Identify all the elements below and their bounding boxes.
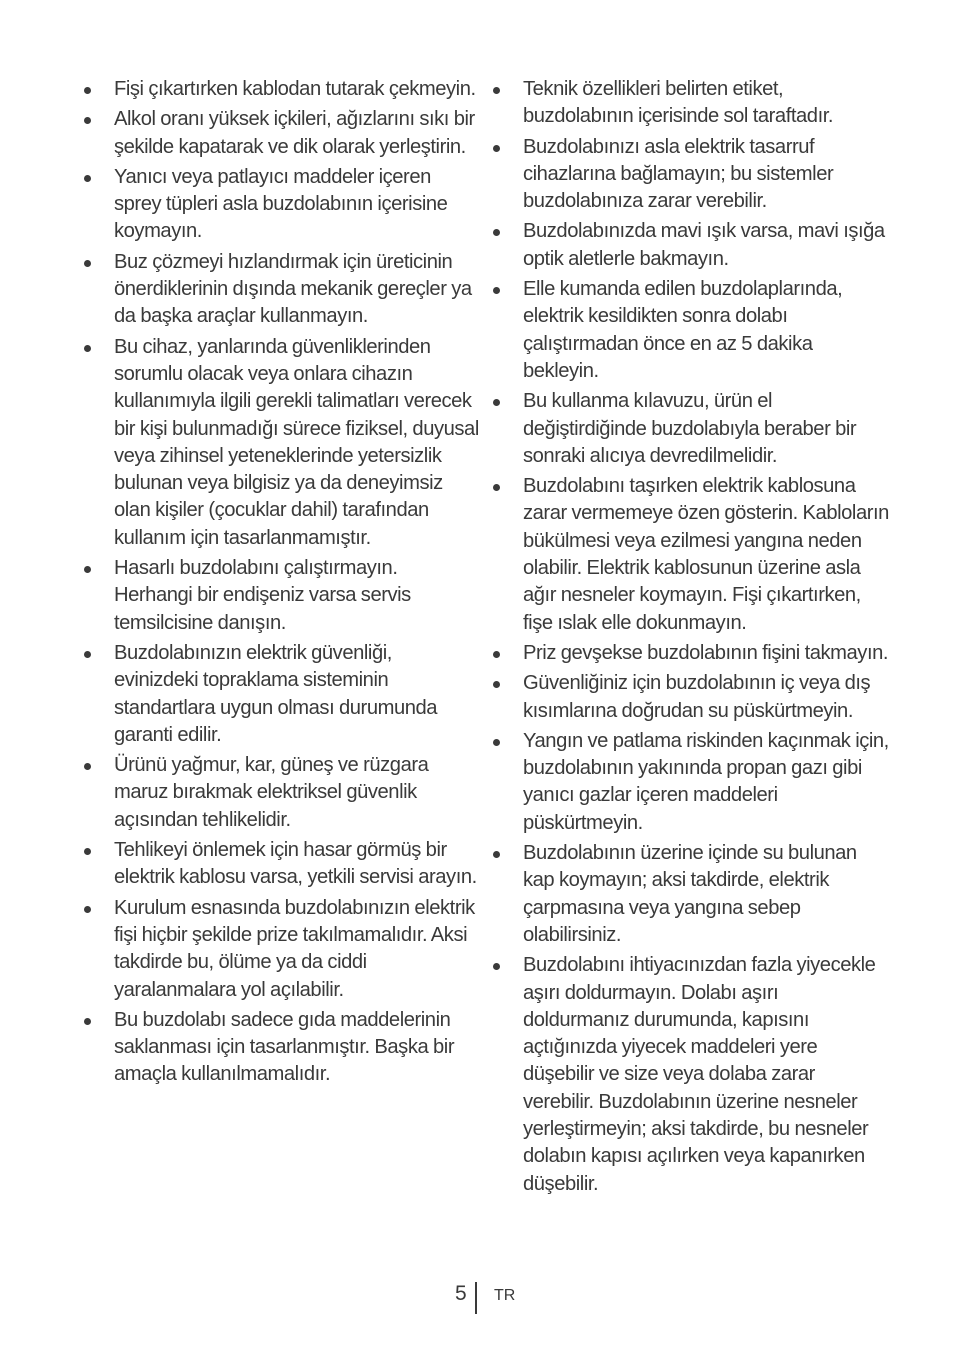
list-item: Kurulum esnasında buzdolabınızın elektrik fişi hiçbir şekilde prize takılmamalıdır. Aksi takdirde bu, ölüme ya da ciddi yaralanmalara yol açılabilir. [80,895,480,1004]
list-item: Buzdolabını ihtiyacınızdan fazla yiyecekle aşırı doldurmayın. Dolabı aşırı doldurmanız durumunda, kapısını açtığınızda yiyecek maddeleri yere düşebilir ve size veya dolaba zarar verebilir. Buzdolabının üzerine nesneler yerleştirmeyin; aksi takdirde, bu nesneler dolabın kapısı açılırken veya kapanırken düşebilir. [489,952,889,1198]
list-item: Buzdolabınızı asla elektrik tasarruf cihazlarına bağlamayın; bu sistemler buzdolabınıza zarar verebilir. [489,134,889,216]
list-item: Yangın ve patlama riskinden kaçınmak için, buzdolabının yakınında propan gazı gibi yanıcı gazlar içeren maddeleri püskürtmeyin. [489,728,889,837]
left-column [80,76,480,1092]
list-item: Bu kullanma kılavuzu, ürün el değiştirdiğinde buzdolabıyla beraber bir sonraki alıcıya devredilmelidir. [489,388,889,470]
list-item: Yanıcı veya patlayıcı maddeler içeren sprey tüpleri asla buzdolabının içerisine koymayın. [80,164,480,246]
language-code: TR [494,1287,516,1304]
list-item: Buzdolabını taşırken elektrik kablosuna zarar vermemeye özen gösterin. Kabloların bükülmesi veya ezilmesi yangına neden olabilir. Elektrik kablosunun üzerine asla ağır nesneler koymayın. Fişi çıkartırken, fişe ıslak elle dokunmayın. [489,473,889,637]
list-item: Tehlikeyi önlemek için hasar görmüş bir elektrik kablosu varsa, yetkili servisi arayın. [80,837,480,892]
list-item: Priz gevşekse buzdolabının fişini takmayın. [489,640,889,667]
list-item: Alkol oranı yüksek içkileri, ağızlarını sıkı bir şekilde kapatarak ve dik olarak yerleştirin. [80,106,480,161]
list-item: Bu buzdolabı sadece gıda maddelerinin saklanması için tasarlanmıştır. Başka bir amaçla kullanılmamalıdır. [80,1007,480,1089]
list-item: Teknik özellikleri belirten etiket, buzdolabının içerisinde sol taraftadır. [489,76,889,131]
list-item: Bu cihaz, yanlarında güvenliklerinden sorumlu olacak veya onlara cihazın kullanımıyla ilgili gerekli talimatları verecek bir kişi bulunmadığı sürece fiziksel, duyusal veya zihinsel yeteneklerinde yetersizlik bulunan veya bilgisiz ya da deneyimsiz olan kişiler (çocuklar dahil) tarafından kullanım için tasarlanmamıştır. [80,334,480,552]
list-item: Buzdolabınızın elektrik güvenliği, evinizdeki topraklama sisteminin standartlara uygun olması durumunda garanti edilir. [80,640,480,749]
list-item: Fişi çıkartırken kablodan tutarak çekmeyin. [80,76,480,103]
list-item: Buzdolabınızda mavi ışık varsa, mavi ışığa optik aletlerle bakmayın. [489,218,889,273]
list-item: Güvenliğiniz için buzdolabının iç veya dış kısımlarına doğrudan su püskürtmeyin. [489,670,889,725]
list-item: Buz çözmeyi hızlandırmak için üreticinin önerdiklerinin dışında mekanik gereçler ya da başka araçlar kullanmayın. [80,249,480,331]
list-item: Buzdolabının üzerine içinde su bulunan kap koymayın; aksi takdirde, elektrik çarpmasına veya yangına sebep olabilirsiniz. [489,840,889,949]
list-item: Hasarlı buzdolabını çalıştırmayın. Herhangi bir endişeniz varsa servis temsilcisine danışın. [80,555,480,637]
list-item: Elle kumanda edilen buzdolaplarında, elektrik kesildikten sonra dolabı çalıştırmadan önce en az 5 dakika bekleyin. [489,276,889,385]
list-item: Ürünü yağmur, kar, güneş ve rüzgara maruz bırakmak elektriksel güvenlik açısından tehlikelidir. [80,752,480,834]
page-number: 5 [455,1282,467,1305]
safety-list-left [80,76,480,1089]
footer-divider [475,1282,477,1314]
page-footer [0,1282,954,1316]
safety-list-right [489,76,889,1198]
right-column [489,76,889,1201]
